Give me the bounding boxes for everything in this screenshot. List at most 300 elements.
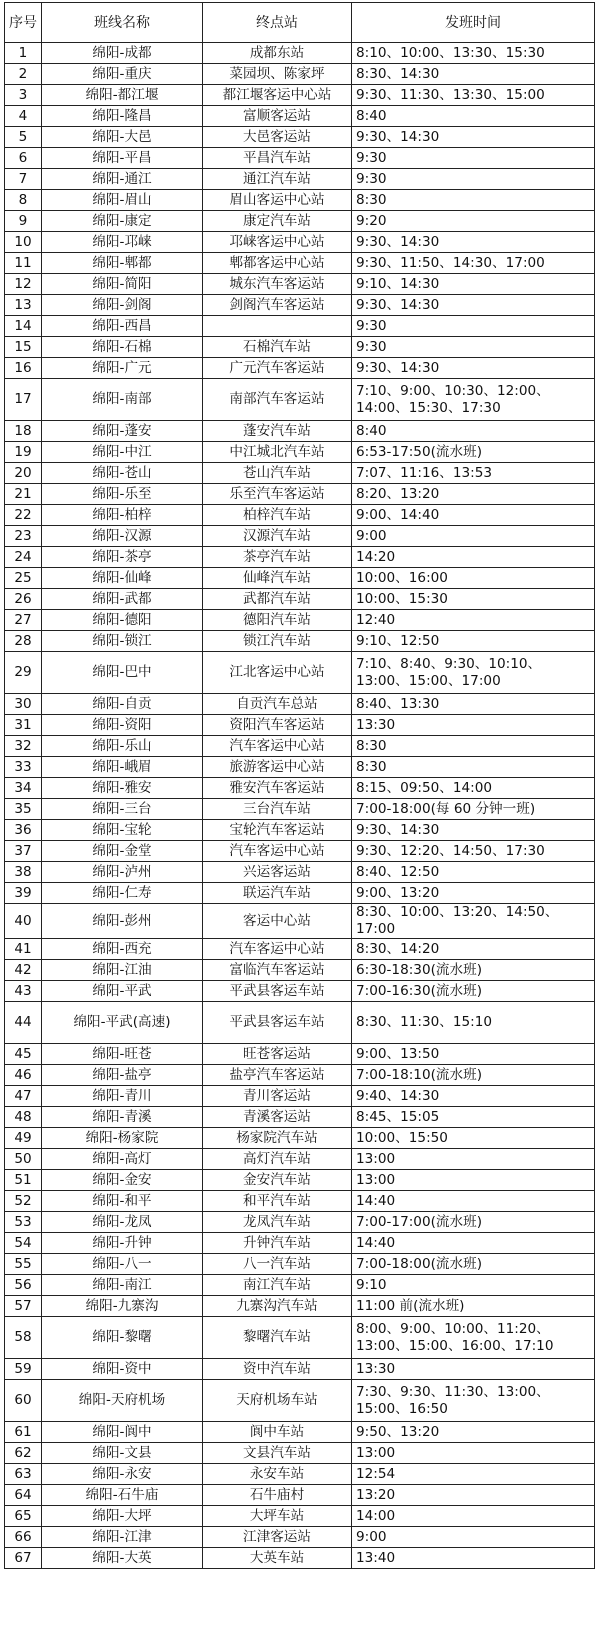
departure-times: 9:30 bbox=[352, 169, 595, 190]
terminal-station: 大英车站 bbox=[203, 1548, 352, 1569]
terminal-station: 德阳汽车站 bbox=[203, 610, 352, 631]
route-name: 绵阳-隆昌 bbox=[42, 106, 203, 127]
row-number: 55 bbox=[5, 1254, 42, 1275]
row-number: 50 bbox=[5, 1149, 42, 1170]
terminal-station: 平武县客运车站 bbox=[203, 981, 352, 1002]
departure-times: 14:40 bbox=[352, 1233, 595, 1254]
departure-times: 12:54 bbox=[352, 1464, 595, 1485]
table-row bbox=[5, 1464, 595, 1485]
table-row bbox=[5, 1506, 595, 1527]
table-row bbox=[5, 1107, 595, 1128]
row-number: 32 bbox=[5, 736, 42, 757]
departure-times: 9:30 bbox=[352, 337, 595, 358]
table-row bbox=[5, 960, 595, 981]
departure-times: 6:30-18:30(流水班) bbox=[352, 960, 595, 981]
table-row bbox=[5, 757, 595, 778]
route-name: 绵阳-升钟 bbox=[42, 1233, 203, 1254]
row-number: 26 bbox=[5, 589, 42, 610]
row-number: 10 bbox=[5, 232, 42, 253]
row-number: 52 bbox=[5, 1191, 42, 1212]
terminal-station: 汉源汽车站 bbox=[203, 526, 352, 547]
row-number: 56 bbox=[5, 1275, 42, 1296]
terminal-station: 文县汽车站 bbox=[203, 1443, 352, 1464]
table-row bbox=[5, 1359, 595, 1380]
row-number: 59 bbox=[5, 1359, 42, 1380]
table-row bbox=[5, 1086, 595, 1107]
route-name: 绵阳-资中 bbox=[42, 1359, 203, 1380]
terminal-station: 宝轮汽车客运站 bbox=[203, 820, 352, 841]
terminal-station: 雅安汽车客运站 bbox=[203, 778, 352, 799]
route-name: 绵阳-永安 bbox=[42, 1464, 203, 1485]
row-number: 39 bbox=[5, 883, 42, 904]
route-name: 绵阳-乐至 bbox=[42, 484, 203, 505]
departure-times: 11:00 前(流水班) bbox=[352, 1296, 595, 1317]
departure-times: 10:00、15:30 bbox=[352, 589, 595, 610]
table-row bbox=[5, 85, 595, 106]
row-number: 15 bbox=[5, 337, 42, 358]
route-name: 绵阳-西昌 bbox=[42, 316, 203, 337]
departure-times: 8:30、10:00、13:20、14:50、17:00 bbox=[352, 904, 595, 939]
terminal-station: 康定汽车站 bbox=[203, 211, 352, 232]
terminal-station: 金安汽车站 bbox=[203, 1170, 352, 1191]
terminal-station: 广元汽车客运站 bbox=[203, 358, 352, 379]
row-number: 14 bbox=[5, 316, 42, 337]
row-number: 51 bbox=[5, 1170, 42, 1191]
terminal-station: 锁江汽车站 bbox=[203, 631, 352, 652]
departure-times: 8:40 bbox=[352, 421, 595, 442]
route-name: 绵阳-邛崃 bbox=[42, 232, 203, 253]
terminal-station: 兴运客运站 bbox=[203, 862, 352, 883]
table-row bbox=[5, 358, 595, 379]
table-row bbox=[5, 148, 595, 169]
table-row bbox=[5, 274, 595, 295]
departure-times: 9:30、14:30 bbox=[352, 820, 595, 841]
row-number: 11 bbox=[5, 253, 42, 274]
row-number: 35 bbox=[5, 799, 42, 820]
terminal-station: 盐亭汽车客运站 bbox=[203, 1065, 352, 1086]
table-row bbox=[5, 631, 595, 652]
table-row bbox=[5, 736, 595, 757]
table-row bbox=[5, 379, 595, 421]
route-name: 绵阳-巴中 bbox=[42, 652, 203, 694]
row-number: 2 bbox=[5, 64, 42, 85]
route-name: 绵阳-大邑 bbox=[42, 127, 203, 148]
route-name: 绵阳-简阳 bbox=[42, 274, 203, 295]
row-number: 7 bbox=[5, 169, 42, 190]
departure-times: 9:50、13:20 bbox=[352, 1422, 595, 1443]
terminal-station: 富顺客运站 bbox=[203, 106, 352, 127]
row-number: 46 bbox=[5, 1065, 42, 1086]
table-row bbox=[5, 610, 595, 631]
row-number: 16 bbox=[5, 358, 42, 379]
route-name: 绵阳-德阳 bbox=[42, 610, 203, 631]
table-row bbox=[5, 526, 595, 547]
route-name: 绵阳-剑阁 bbox=[42, 295, 203, 316]
terminal-station: 石棉汽车站 bbox=[203, 337, 352, 358]
route-name: 绵阳-仙峰 bbox=[42, 568, 203, 589]
route-name: 绵阳-南江 bbox=[42, 1275, 203, 1296]
row-number: 47 bbox=[5, 1086, 42, 1107]
departure-times: 9:30、14:30 bbox=[352, 232, 595, 253]
departure-times: 12:40 bbox=[352, 610, 595, 631]
bus-schedule-table bbox=[4, 2, 595, 1569]
row-number: 45 bbox=[5, 1044, 42, 1065]
row-number: 41 bbox=[5, 939, 42, 960]
departure-times: 7:00-18:00(每 60 分钟一班) bbox=[352, 799, 595, 820]
header-seq: 序号 bbox=[5, 3, 42, 43]
departure-times: 9:30 bbox=[352, 148, 595, 169]
route-name: 绵阳-大英 bbox=[42, 1548, 203, 1569]
table-row bbox=[5, 64, 595, 85]
table-row bbox=[5, 1002, 595, 1044]
row-number: 19 bbox=[5, 442, 42, 463]
departure-times: 8:10、10:00、13:30、15:30 bbox=[352, 43, 595, 64]
terminal-station: 和平汽车站 bbox=[203, 1191, 352, 1212]
terminal-station: 汽车客运中心站 bbox=[203, 736, 352, 757]
route-name: 绵阳-南部 bbox=[42, 379, 203, 421]
route-name: 绵阳-石棉 bbox=[42, 337, 203, 358]
terminal-station: 苍山汽车站 bbox=[203, 463, 352, 484]
departure-times: 8:40 bbox=[352, 106, 595, 127]
row-number: 5 bbox=[5, 127, 42, 148]
table-row bbox=[5, 1422, 595, 1443]
row-number: 18 bbox=[5, 421, 42, 442]
row-number: 31 bbox=[5, 715, 42, 736]
table-row bbox=[5, 568, 595, 589]
row-number: 53 bbox=[5, 1212, 42, 1233]
table-row bbox=[5, 421, 595, 442]
table-row bbox=[5, 694, 595, 715]
row-number: 67 bbox=[5, 1548, 42, 1569]
terminal-station: 黎曙汽车站 bbox=[203, 1317, 352, 1359]
route-name: 绵阳-旺苍 bbox=[42, 1044, 203, 1065]
route-name: 绵阳-平昌 bbox=[42, 148, 203, 169]
departure-times: 9:30、11:50、14:30、17:00 bbox=[352, 253, 595, 274]
departure-times: 9:40、14:30 bbox=[352, 1086, 595, 1107]
departure-times: 9:30、14:30 bbox=[352, 295, 595, 316]
table-row bbox=[5, 778, 595, 799]
terminal-station: 通江汽车站 bbox=[203, 169, 352, 190]
departure-times: 7:07、11:16、13:53 bbox=[352, 463, 595, 484]
terminal-station: 高灯汽车站 bbox=[203, 1149, 352, 1170]
table-row bbox=[5, 295, 595, 316]
route-name: 绵阳-金堂 bbox=[42, 841, 203, 862]
terminal-station: 仙峰汽车站 bbox=[203, 568, 352, 589]
terminal-station: 武都汽车站 bbox=[203, 589, 352, 610]
terminal-station: 邛崃客运中心站 bbox=[203, 232, 352, 253]
row-number: 60 bbox=[5, 1380, 42, 1422]
departure-times: 8:15、09:50、14:00 bbox=[352, 778, 595, 799]
route-name: 绵阳-和平 bbox=[42, 1191, 203, 1212]
terminal-station: 都江堰客运中心站 bbox=[203, 85, 352, 106]
route-name: 绵阳-九寨沟 bbox=[42, 1296, 203, 1317]
terminal-station: 平武县客运车站 bbox=[203, 1002, 352, 1044]
route-name: 绵阳-西充 bbox=[42, 939, 203, 960]
departure-times: 9:30 bbox=[352, 316, 595, 337]
route-name: 绵阳-大坪 bbox=[42, 1506, 203, 1527]
route-name: 绵阳-青川 bbox=[42, 1086, 203, 1107]
departure-times: 10:00、15:50 bbox=[352, 1128, 595, 1149]
table-row bbox=[5, 1128, 595, 1149]
route-name: 绵阳-都江堰 bbox=[42, 85, 203, 106]
row-number: 48 bbox=[5, 1107, 42, 1128]
table-row bbox=[5, 1254, 595, 1275]
row-number: 62 bbox=[5, 1443, 42, 1464]
route-name: 绵阳-锁江 bbox=[42, 631, 203, 652]
departure-times: 13:30 bbox=[352, 1359, 595, 1380]
terminal-station: 升钟汽车站 bbox=[203, 1233, 352, 1254]
route-name: 绵阳-江油 bbox=[42, 960, 203, 981]
row-number: 40 bbox=[5, 904, 42, 939]
departure-times: 7:30、9:30、11:30、13:00、15:00、16:50 bbox=[352, 1380, 595, 1422]
table-row bbox=[5, 1485, 595, 1506]
departure-times: 8:40、13:30 bbox=[352, 694, 595, 715]
departure-times: 9:30、14:30 bbox=[352, 127, 595, 148]
departure-times: 14:40 bbox=[352, 1191, 595, 1212]
table-row bbox=[5, 1443, 595, 1464]
table-row bbox=[5, 43, 595, 64]
row-number: 65 bbox=[5, 1506, 42, 1527]
row-number: 27 bbox=[5, 610, 42, 631]
route-name: 绵阳-平武 bbox=[42, 981, 203, 1002]
row-number: 23 bbox=[5, 526, 42, 547]
terminal-station: 旺苍客运站 bbox=[203, 1044, 352, 1065]
table-row bbox=[5, 442, 595, 463]
row-number: 9 bbox=[5, 211, 42, 232]
table-row bbox=[5, 316, 595, 337]
terminal-station: 青川客运站 bbox=[203, 1086, 352, 1107]
departure-times: 9:30、14:30 bbox=[352, 358, 595, 379]
route-name: 绵阳-彭州 bbox=[42, 904, 203, 939]
terminal-station: 郫都客运中心站 bbox=[203, 253, 352, 274]
table-row bbox=[5, 1149, 595, 1170]
table-row bbox=[5, 127, 595, 148]
departure-times: 8:20、13:20 bbox=[352, 484, 595, 505]
route-name: 绵阳-眉山 bbox=[42, 190, 203, 211]
terminal-station: 汽车客运中心站 bbox=[203, 939, 352, 960]
terminal-station: 客运中心站 bbox=[203, 904, 352, 939]
row-number: 3 bbox=[5, 85, 42, 106]
table-row bbox=[5, 589, 595, 610]
departure-times: 13:30 bbox=[352, 715, 595, 736]
row-number: 29 bbox=[5, 652, 42, 694]
route-name: 绵阳-武都 bbox=[42, 589, 203, 610]
terminal-station: 平昌汽车站 bbox=[203, 148, 352, 169]
terminal-station: 汽车客运中心站 bbox=[203, 841, 352, 862]
terminal-station: 南江汽车站 bbox=[203, 1275, 352, 1296]
route-name: 绵阳-资阳 bbox=[42, 715, 203, 736]
row-number: 6 bbox=[5, 148, 42, 169]
table-row bbox=[5, 1527, 595, 1548]
route-name: 绵阳-江津 bbox=[42, 1527, 203, 1548]
departure-times: 6:53-17:50(流水班) bbox=[352, 442, 595, 463]
terminal-station: 青溪客运站 bbox=[203, 1107, 352, 1128]
departure-times: 13:00 bbox=[352, 1149, 595, 1170]
table-row bbox=[5, 1548, 595, 1569]
table-row bbox=[5, 106, 595, 127]
row-number: 17 bbox=[5, 379, 42, 421]
terminal-station: 八一汽车站 bbox=[203, 1254, 352, 1275]
route-name: 绵阳-青溪 bbox=[42, 1107, 203, 1128]
route-name: 绵阳-蓬安 bbox=[42, 421, 203, 442]
row-number: 20 bbox=[5, 463, 42, 484]
departure-times: 8:45、15:05 bbox=[352, 1107, 595, 1128]
route-name: 绵阳-金安 bbox=[42, 1170, 203, 1191]
departure-times: 9:00 bbox=[352, 526, 595, 547]
row-number: 49 bbox=[5, 1128, 42, 1149]
route-name: 绵阳-重庆 bbox=[42, 64, 203, 85]
terminal-station: 蓬安汽车站 bbox=[203, 421, 352, 442]
row-number: 37 bbox=[5, 841, 42, 862]
terminal-station: 茶亭汽车站 bbox=[203, 547, 352, 568]
terminal-station: 阆中车站 bbox=[203, 1422, 352, 1443]
departure-times: 13:00 bbox=[352, 1443, 595, 1464]
route-name: 绵阳-通江 bbox=[42, 169, 203, 190]
terminal-station: 资中汽车站 bbox=[203, 1359, 352, 1380]
route-name: 绵阳-泸州 bbox=[42, 862, 203, 883]
departure-times: 8:30 bbox=[352, 190, 595, 211]
row-number: 58 bbox=[5, 1317, 42, 1359]
table-row bbox=[5, 232, 595, 253]
header-row bbox=[5, 3, 595, 43]
departure-times: 10:00、16:00 bbox=[352, 568, 595, 589]
route-name: 绵阳-平武(高速) bbox=[42, 1002, 203, 1044]
row-number: 63 bbox=[5, 1464, 42, 1485]
terminal-station: 资阳汽车客运站 bbox=[203, 715, 352, 736]
route-name: 绵阳-盐亭 bbox=[42, 1065, 203, 1086]
terminal-station: 天府机场车站 bbox=[203, 1380, 352, 1422]
route-name: 绵阳-宝轮 bbox=[42, 820, 203, 841]
departure-times: 9:10 bbox=[352, 1275, 595, 1296]
route-name: 绵阳-高灯 bbox=[42, 1149, 203, 1170]
terminal-station: 南部汽车客运站 bbox=[203, 379, 352, 421]
table-row bbox=[5, 1275, 595, 1296]
table-row bbox=[5, 337, 595, 358]
table-body bbox=[5, 43, 595, 1569]
table-row bbox=[5, 939, 595, 960]
route-name: 绵阳-中江 bbox=[42, 442, 203, 463]
departure-times: 14:00 bbox=[352, 1506, 595, 1527]
terminal-station bbox=[203, 316, 352, 337]
route-name: 绵阳-杨家院 bbox=[42, 1128, 203, 1149]
departure-times: 8:30 bbox=[352, 757, 595, 778]
terminal-station: 剑阁汽车客运站 bbox=[203, 295, 352, 316]
terminal-station: 江北客运中心站 bbox=[203, 652, 352, 694]
row-number: 13 bbox=[5, 295, 42, 316]
departure-times: 8:30、14:20 bbox=[352, 939, 595, 960]
departure-times: 7:10、9:00、10:30、12:00、14:00、15:30、17:30 bbox=[352, 379, 595, 421]
terminal-station: 柏梓汽车站 bbox=[203, 505, 352, 526]
row-number: 25 bbox=[5, 568, 42, 589]
table-row bbox=[5, 211, 595, 232]
departure-times: 7:00-18:00(流水班) bbox=[352, 1254, 595, 1275]
departure-times: 9:30、12:20、14:50、17:30 bbox=[352, 841, 595, 862]
terminal-station: 永安车站 bbox=[203, 1464, 352, 1485]
table-row bbox=[5, 505, 595, 526]
table-row bbox=[5, 1380, 595, 1422]
departure-times: 9:00、14:40 bbox=[352, 505, 595, 526]
route-name: 绵阳-汉源 bbox=[42, 526, 203, 547]
row-number: 61 bbox=[5, 1422, 42, 1443]
table-row bbox=[5, 1191, 595, 1212]
route-name: 绵阳-雅安 bbox=[42, 778, 203, 799]
route-name: 绵阳-龙凤 bbox=[42, 1212, 203, 1233]
departure-times: 9:20 bbox=[352, 211, 595, 232]
table-row bbox=[5, 190, 595, 211]
departure-times: 7:10、8:40、9:30、10:10、13:00、15:00、17:00 bbox=[352, 652, 595, 694]
table-row bbox=[5, 715, 595, 736]
row-number: 24 bbox=[5, 547, 42, 568]
row-number: 54 bbox=[5, 1233, 42, 1254]
terminal-station: 大坪车站 bbox=[203, 1506, 352, 1527]
terminal-station: 菜园坝、陈家坪 bbox=[203, 64, 352, 85]
departure-times: 8:30、11:30、15:10 bbox=[352, 1002, 595, 1044]
table-row bbox=[5, 1317, 595, 1359]
row-number: 4 bbox=[5, 106, 42, 127]
departure-times: 9:00、13:50 bbox=[352, 1044, 595, 1065]
row-number: 43 bbox=[5, 981, 42, 1002]
row-number: 21 bbox=[5, 484, 42, 505]
departure-times: 14:20 bbox=[352, 547, 595, 568]
row-number: 42 bbox=[5, 960, 42, 981]
departure-times: 9:30、11:30、13:30、15:00 bbox=[352, 85, 595, 106]
row-number: 66 bbox=[5, 1527, 42, 1548]
header-route: 班线名称 bbox=[42, 3, 203, 43]
terminal-station: 杨家院汽车站 bbox=[203, 1128, 352, 1149]
departure-times: 13:00 bbox=[352, 1170, 595, 1191]
terminal-station: 九寨沟汽车站 bbox=[203, 1296, 352, 1317]
header-times: 发班时间 bbox=[352, 3, 595, 43]
row-number: 30 bbox=[5, 694, 42, 715]
table-row bbox=[5, 1212, 595, 1233]
terminal-station: 富临汽车客运站 bbox=[203, 960, 352, 981]
departure-times: 13:40 bbox=[352, 1548, 595, 1569]
header-terminal: 终点站 bbox=[203, 3, 352, 43]
row-number: 57 bbox=[5, 1296, 42, 1317]
route-name: 绵阳-康定 bbox=[42, 211, 203, 232]
route-name: 绵阳-峨眉 bbox=[42, 757, 203, 778]
row-number: 44 bbox=[5, 1002, 42, 1044]
terminal-station: 成都东站 bbox=[203, 43, 352, 64]
terminal-station: 城东汽车客运站 bbox=[203, 274, 352, 295]
departure-times: 8:30 bbox=[352, 736, 595, 757]
route-name: 绵阳-自贡 bbox=[42, 694, 203, 715]
route-name: 绵阳-八一 bbox=[42, 1254, 203, 1275]
route-name: 绵阳-黎曙 bbox=[42, 1317, 203, 1359]
route-name: 绵阳-苍山 bbox=[42, 463, 203, 484]
departure-times: 8:40、12:50 bbox=[352, 862, 595, 883]
route-name: 绵阳-乐山 bbox=[42, 736, 203, 757]
terminal-station: 眉山客运中心站 bbox=[203, 190, 352, 211]
departure-times: 7:00-17:00(流水班) bbox=[352, 1212, 595, 1233]
route-name: 绵阳-郫都 bbox=[42, 253, 203, 274]
route-name: 绵阳-天府机场 bbox=[42, 1380, 203, 1422]
table-row bbox=[5, 169, 595, 190]
table-row bbox=[5, 547, 595, 568]
route-name: 绵阳-文县 bbox=[42, 1443, 203, 1464]
terminal-station: 旅游客运中心站 bbox=[203, 757, 352, 778]
route-name: 绵阳-广元 bbox=[42, 358, 203, 379]
route-name: 绵阳-三台 bbox=[42, 799, 203, 820]
table-row bbox=[5, 1170, 595, 1191]
departure-times: 9:10、14:30 bbox=[352, 274, 595, 295]
row-number: 8 bbox=[5, 190, 42, 211]
row-number: 28 bbox=[5, 631, 42, 652]
terminal-station: 中江城北汽车站 bbox=[203, 442, 352, 463]
terminal-station: 大邑客运站 bbox=[203, 127, 352, 148]
table-row bbox=[5, 820, 595, 841]
row-number: 64 bbox=[5, 1485, 42, 1506]
